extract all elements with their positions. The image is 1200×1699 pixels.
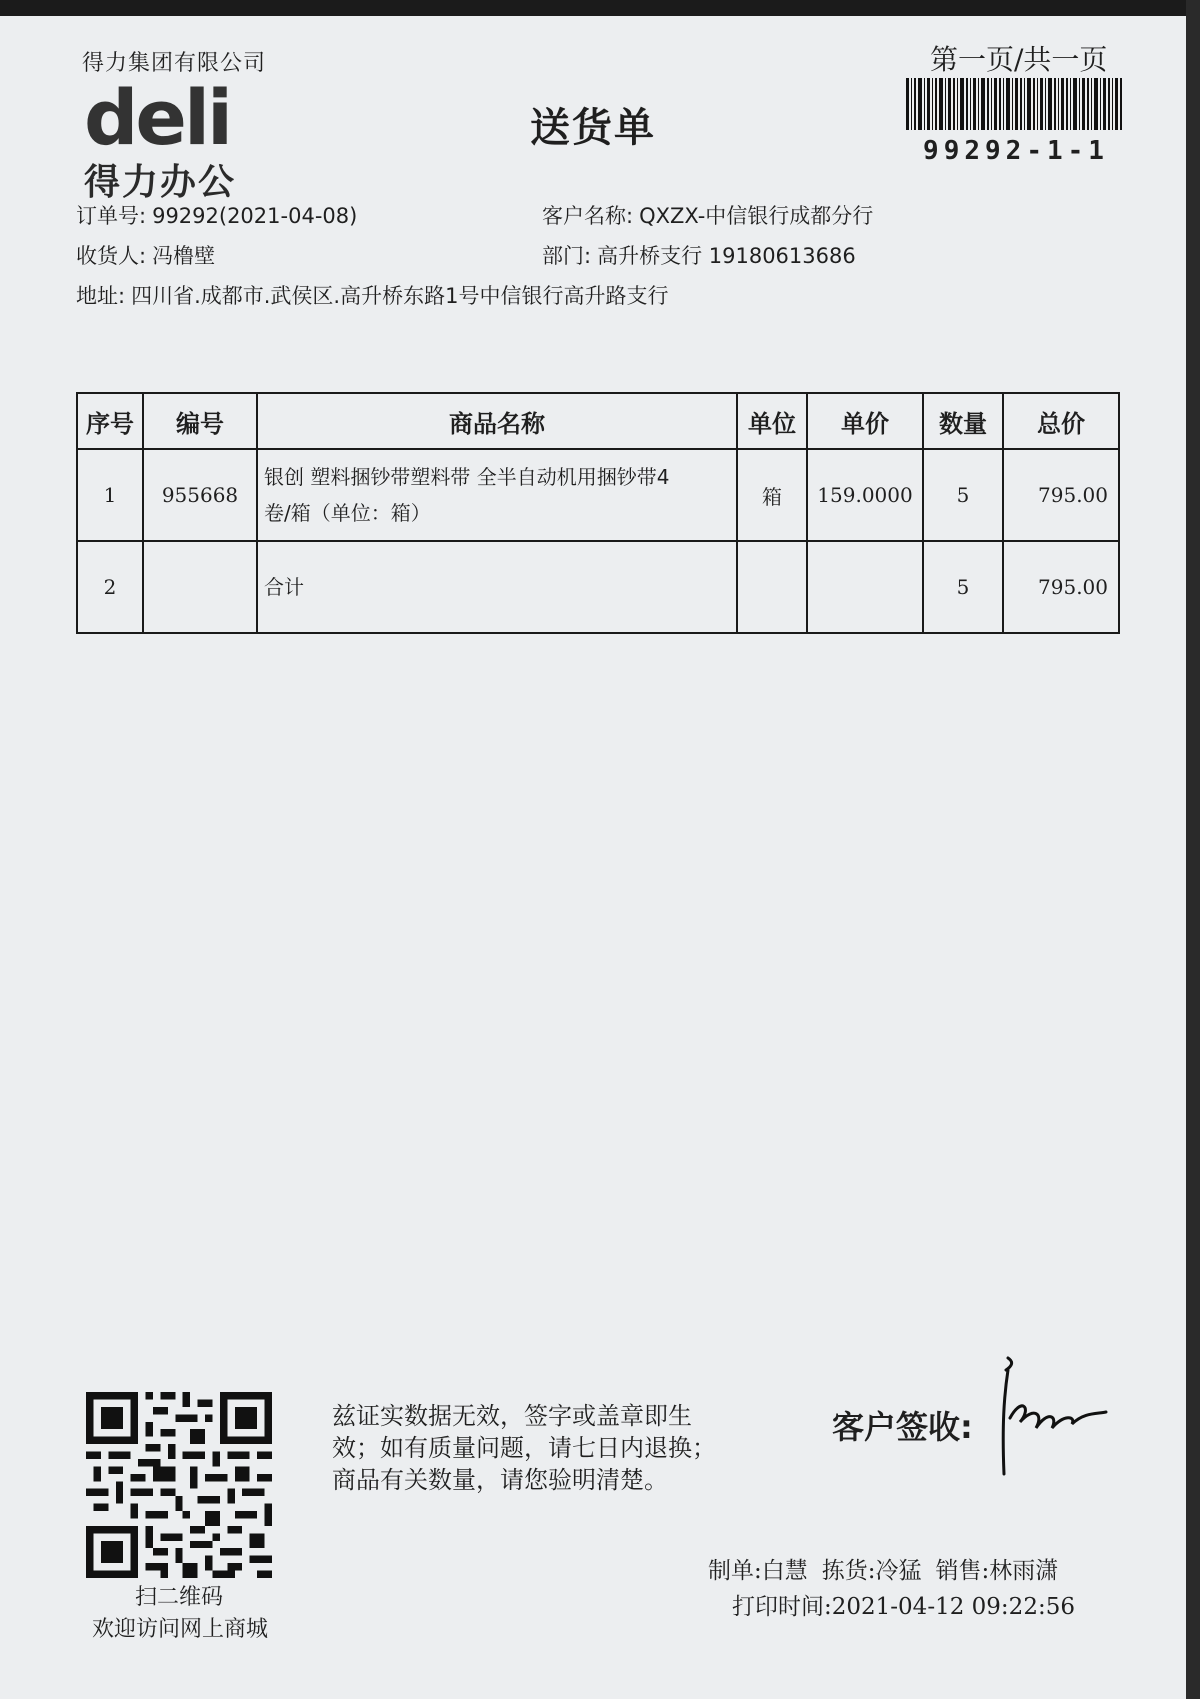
cell-quantity: 5 xyxy=(923,541,1003,633)
cell-quantity: 5 xyxy=(923,449,1003,541)
notice-text xyxy=(332,1400,752,1496)
product-name-line1: 银创 塑料捆钞带塑料带 全半自动机用捆钞带4 xyxy=(264,465,670,489)
table-header-row xyxy=(77,393,1119,449)
deli-logo: deli xyxy=(84,73,231,162)
sales-person: 销售:林雨潇 xyxy=(935,1558,1059,1584)
cell-unit-price: 159.0000 xyxy=(807,449,923,541)
column-header-code: 编号 xyxy=(143,393,257,449)
cell-seq: 2 xyxy=(77,541,143,633)
column-header-seq: 序号 xyxy=(77,393,143,449)
recipient-label: 收货人: xyxy=(76,244,147,268)
staff-line xyxy=(708,1552,1072,1585)
order-number xyxy=(76,200,357,230)
table-row-summary xyxy=(77,541,1119,633)
order-maker: 制单:白慧 xyxy=(708,1558,808,1584)
cell-product-name xyxy=(257,541,737,633)
column-header-total: 总价 xyxy=(1003,393,1119,449)
print-time: 打印时间:2021-04-12 09:22:56 xyxy=(732,1594,1075,1620)
order-number-value: 99292(2021-04-08) xyxy=(152,204,358,228)
recipient xyxy=(76,240,215,270)
logo-subtitle: 得力办公 xyxy=(84,162,237,203)
column-header-unit: 单位 xyxy=(737,393,807,449)
cell-unit: 箱 xyxy=(737,449,807,541)
qr-caption-mall: 欢迎访问网上商城 xyxy=(91,1617,268,1642)
company-name: 得力集团有限公司 xyxy=(82,51,267,76)
barcode-number: 99292-1-1 xyxy=(923,136,1109,166)
cell-code xyxy=(143,541,257,633)
customer-name-value: QXZX-中信银行成都分行 xyxy=(639,204,874,228)
department-value: 高升桥支行 19180613686 xyxy=(597,244,856,268)
barcode-icon xyxy=(906,78,1122,130)
table-row xyxy=(77,449,1119,541)
picker: 拣货:冷猛 xyxy=(821,1558,922,1584)
column-header-unit-price: 单价 xyxy=(807,393,923,449)
address xyxy=(76,280,668,310)
notice-line: 效；如有质量问题，请七日内退换； xyxy=(332,1434,716,1462)
notice-line: 商品有关数量，请您验明清楚。 xyxy=(332,1466,668,1494)
summary-label: 合计 xyxy=(264,575,304,599)
department-label: 部门: xyxy=(542,244,592,268)
scan-top-edge xyxy=(0,0,1200,16)
handwritten-signature xyxy=(994,1356,1114,1476)
scan-right-edge xyxy=(1186,0,1200,1699)
customer-sign-label: 客户签收: xyxy=(832,1408,973,1446)
product-name-line2: 卷/箱（单位：箱） xyxy=(264,501,431,525)
items-table xyxy=(76,392,1120,634)
order-number-label: 订单号: xyxy=(76,204,147,228)
qr-code-icon xyxy=(86,1392,272,1578)
recipient-value: 冯橹壁 xyxy=(152,244,216,268)
cell-unit xyxy=(737,541,807,633)
cell-total: 795.00 xyxy=(1003,449,1119,541)
qr-caption: 扫二维码 xyxy=(134,1585,223,1610)
cell-unit-price xyxy=(807,541,923,633)
cell-total: 795.00 xyxy=(1003,541,1119,633)
cell-code: 955668 xyxy=(143,449,257,541)
notice-line: 兹证实数据无效，签字或盖章即生 xyxy=(332,1402,692,1430)
column-header-product-name: 商品名称 xyxy=(257,393,737,449)
cell-product-name xyxy=(257,449,737,541)
customer-name xyxy=(542,200,873,230)
page-indicator: 第一页/共一页 xyxy=(930,43,1108,76)
department xyxy=(542,240,856,270)
address-value: 四川省.成都市.武侯区.高升桥东路1号中信银行高升路支行 xyxy=(131,284,669,308)
document-title: 送货单 xyxy=(530,105,656,151)
column-header-quantity: 数量 xyxy=(923,393,1003,449)
customer-name-label: 客户名称: xyxy=(542,204,634,228)
cell-seq: 1 xyxy=(77,449,143,541)
address-label: 地址: xyxy=(76,284,126,308)
